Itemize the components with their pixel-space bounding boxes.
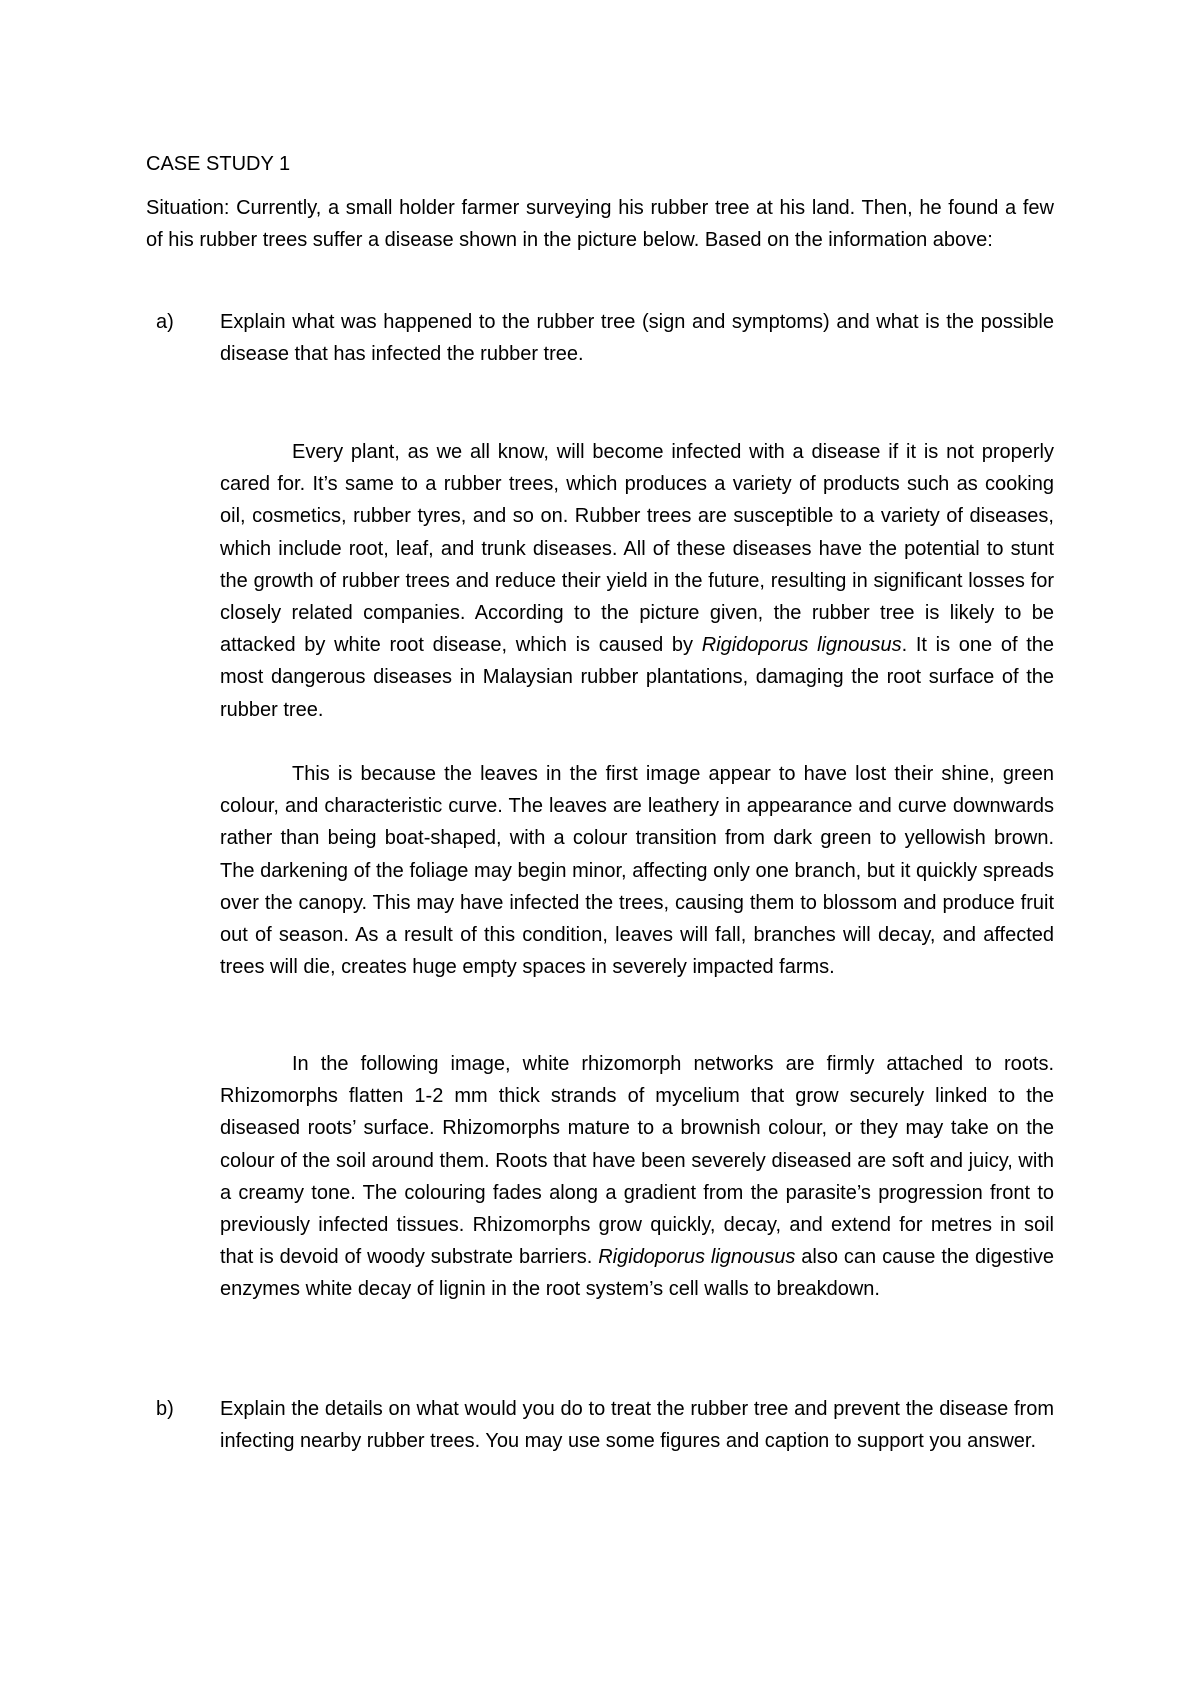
answer-paragraph-2: This is because the leaves in the first image appear to have lost their shine, green colour, and characteristic curve. The leaves are leathery in appearance and curve downwards rather than being boat-shaped, with a colour transition from dark green to yellowish brown. The darkening of the foliage may begin minor, affecting only one branch, but it quickly spreads over the canopy. This may have infected the trees, causing them to blossom and produce fruit out of season. As a result of this condition, leaves will fall, branches will decay, and affected trees will die, creates huge empty spaces in severely impacted farms. <box>220 763 1054 979</box>
case-study-heading: CASE STUDY 1 <box>146 153 291 175</box>
answer-paragraph-1-text-a: Every plant, as we all know, will become infected with a disease if it is not properly cared for. It’s same to a rubber trees, which produces a variety of products such as cooking oil, cosmetics, rubber tyres, and so on. Rubber trees are susceptible to a variety of diseases, which include root, leaf, and trunk diseases. All of these diseases have the potential to stunt the growth of rubber trees and reduce their yield in the future, resulting in significant losses for closely related companies. According to the picture given, the rubber tree is likely to be attacked by white root disease, which is caused by <box>220 441 1054 657</box>
question-a-text: Explain what was happened to the rubber tree (sign and symptoms) and what is the possible disease that has infected the rubber tree. <box>220 311 1054 365</box>
answer-paragraph-3 <box>220 1048 1054 1306</box>
question-b-text: Explain the details on what would you do to treat the rubber tree and prevent the disease from infecting nearby rubber trees. You may use some figures and caption to support you answer. <box>220 1398 1054 1452</box>
species-name: Rigidoporus lignousus <box>701 634 902 657</box>
answer-paragraph-1-text-b: . It is one of the most dangerous diseases in Malaysian rubber plantations, damaging the root surface of the rubber tree. <box>220 634 1054 721</box>
question-b-marker: b) <box>156 1398 174 1420</box>
answer-paragraph-3-text-a: In the following image, white rhizomorph networks are firmly attached to roots. Rhizomorphs flatten 1-2 mm thick strands of mycelium that grow securely linked to the diseased roots’ surface. Rhizomorphs mature to a brownish colour, or they may take on the colour of the soil around them. Roots that have been severely diseased are soft and juicy, with a creamy tone. The colouring fades along a gradient from the parasite’s progression front to previously infected tissues. Rhizomorphs grow quickly, decay, and extend for metres in soil that is devoid of woody substrate barriers. <box>220 1053 1054 1269</box>
answer-paragraph-3-text-b: also can cause the digestive enzymes white decay of lignin in the root system’s cell walls to breakdown. <box>220 1246 1054 1301</box>
question-a-marker: a) <box>156 311 174 333</box>
question-b <box>146 1393 1054 1457</box>
answer-paragraph-1 <box>220 436 1054 726</box>
species-name: Rigidoporus lignousus <box>598 1246 796 1269</box>
question-a <box>146 306 1054 370</box>
situation-paragraph: Situation: Currently, a small holder farmer surveying his rubber tree at his land. Then, he found a few of his rubber trees suffer a disease shown in the picture below. Based on the information above: <box>146 197 1054 251</box>
